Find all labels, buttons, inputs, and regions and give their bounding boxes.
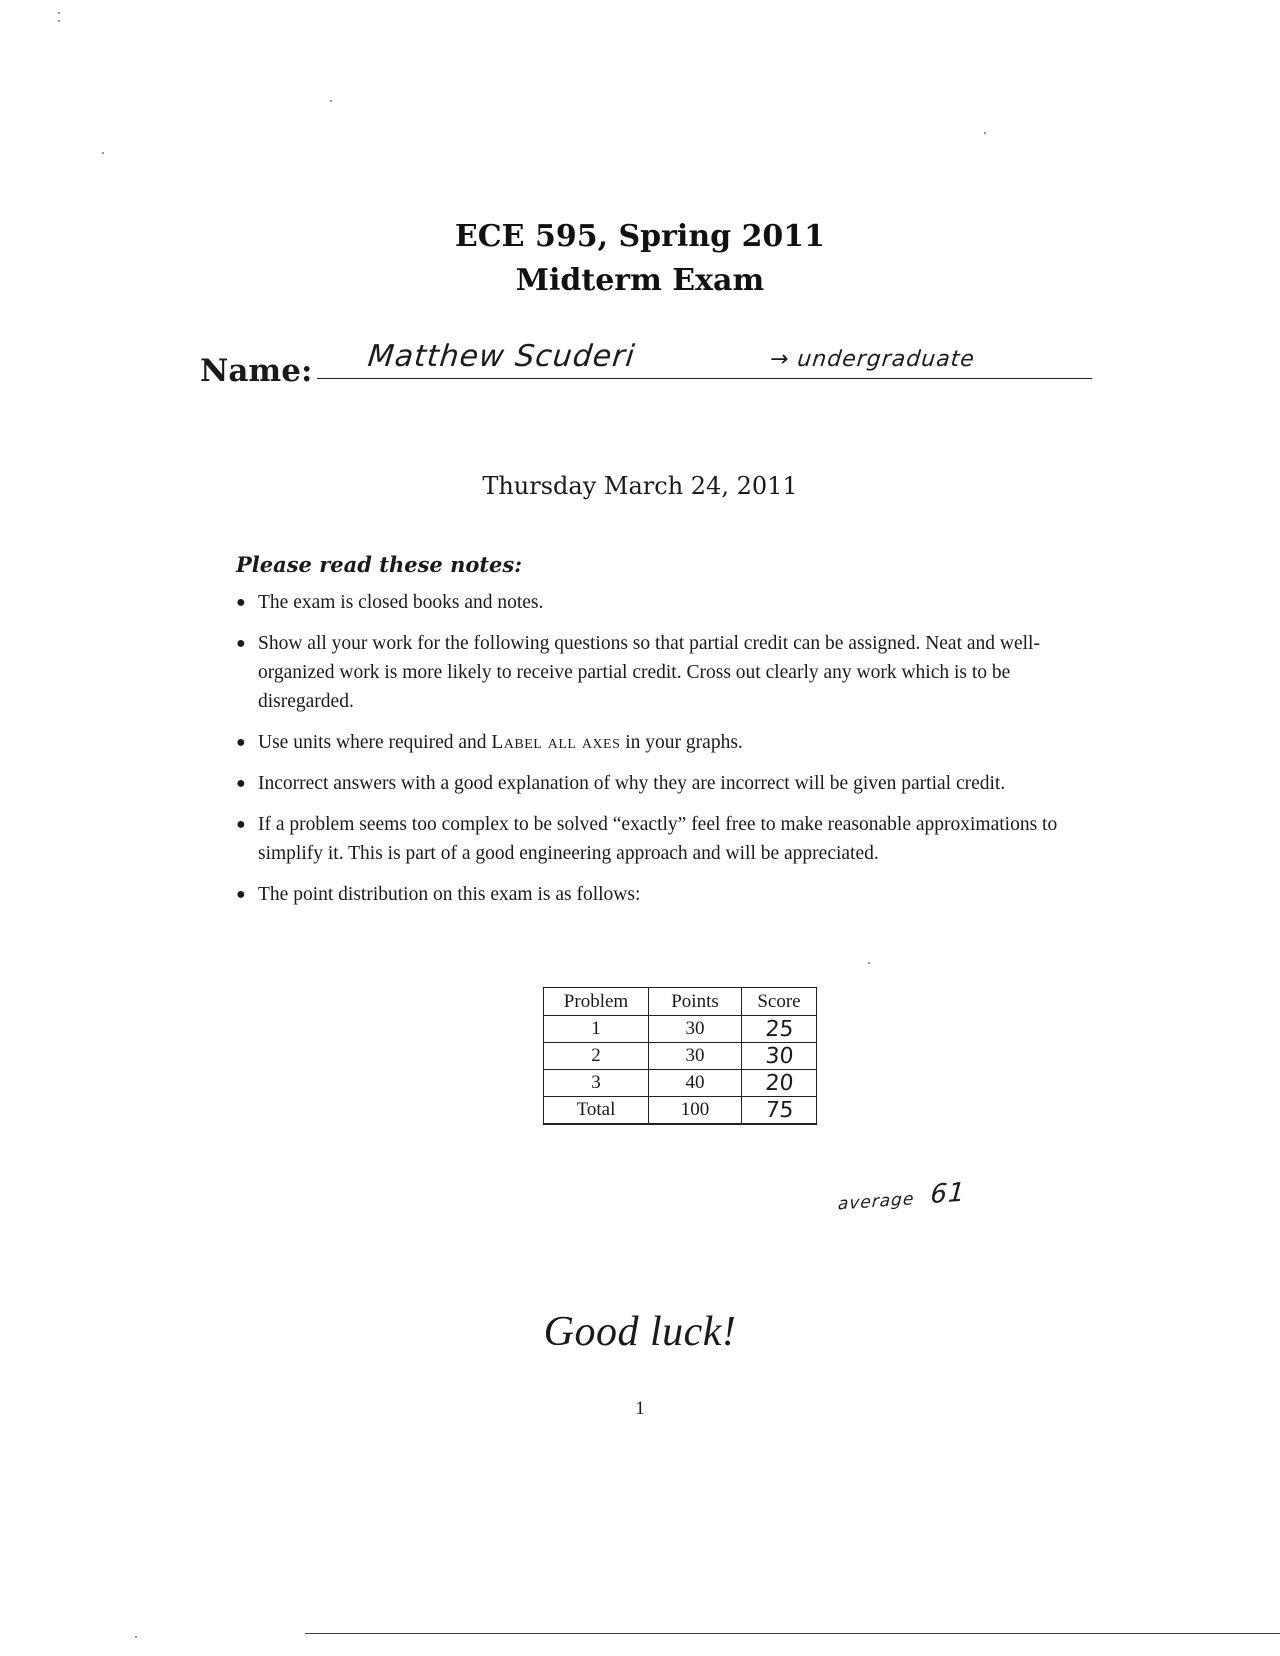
bullet-icon: ● <box>236 775 246 792</box>
table-row <box>544 1043 817 1070</box>
header-points: Points <box>649 988 742 1016</box>
average-note <box>837 1177 966 1216</box>
scan-speck <box>135 1636 137 1638</box>
note-text: The exam is closed books and notes. <box>258 592 544 613</box>
points-cell: 40 <box>649 1070 742 1097</box>
name-underline <box>317 378 1092 379</box>
problem-cell: 2 <box>544 1043 649 1070</box>
list-item <box>236 588 1096 617</box>
bullet-icon: ● <box>236 635 246 652</box>
point-distribution-table <box>543 987 817 1125</box>
average-label: average <box>837 1189 916 1215</box>
problem-cell: 3 <box>544 1070 649 1097</box>
table-total-row <box>544 1097 817 1125</box>
name-label: Name: <box>200 353 313 389</box>
scan-edge-line <box>305 1633 1280 1634</box>
closing-message: Good luck! <box>543 1309 737 1355</box>
bullet-icon: ● <box>236 816 246 833</box>
note-text: If a problem seems too complex to be solved “exactly” feel free to make reasonable approximations to simplify it. This is part of a good engineering approach and will be appreciated. <box>258 814 1058 864</box>
table-row <box>544 1016 817 1043</box>
bullet-icon: ● <box>236 734 246 751</box>
header-problem: Problem <box>544 988 649 1016</box>
total-points-cell: 100 <box>649 1097 742 1125</box>
problem-cell: 1 <box>544 1016 649 1043</box>
note-text-after: in your graphs. <box>620 732 743 753</box>
scan-speck <box>330 100 332 102</box>
bullet-icon: ● <box>236 886 246 903</box>
score-cell: 20 <box>741 1070 818 1097</box>
exam-title <box>0 215 1280 303</box>
score-cell: 30 <box>741 1043 818 1070</box>
list-item <box>236 880 1096 909</box>
scan-speck <box>984 132 986 134</box>
total-score-cell: 75 <box>741 1097 818 1125</box>
list-item <box>236 728 1096 757</box>
notes-heading: Please read these notes: <box>236 552 522 577</box>
total-label-cell: Total <box>544 1097 649 1125</box>
note-text: The point distribution on this exam is as follows: <box>258 884 641 905</box>
header-score: Score <box>742 988 817 1016</box>
handwritten-status-note: → undergraduate <box>768 347 977 372</box>
note-text-emphasis: Label all axes <box>491 732 621 753</box>
score-cell: 25 <box>741 1016 818 1043</box>
handwritten-name: Matthew Scuderi <box>366 339 637 374</box>
list-item <box>236 629 1096 716</box>
scan-speck <box>868 962 870 964</box>
scan-speck <box>58 12 60 14</box>
table-header-row <box>544 988 817 1016</box>
points-cell: 30 <box>649 1016 742 1043</box>
table-row <box>544 1070 817 1097</box>
note-text: Show all your work for the following questions so that partial credit can be assigned. Neat and well-organized work is more likely to receive partial credit. Cross out clearly any work which is to be disregarded. <box>258 633 1040 712</box>
course-title: ECE 595, Spring 2011 <box>454 219 826 254</box>
list-item <box>236 769 1096 798</box>
average-value: 61 <box>929 1177 967 1211</box>
page-number: 1 <box>635 1398 645 1419</box>
notes-list <box>236 588 1096 921</box>
exam-date: Thursday March 24, 2011 <box>482 472 798 500</box>
exam-subtitle: Midterm Exam <box>515 263 765 298</box>
list-item <box>236 810 1096 868</box>
note-text: Incorrect answers with a good explanation of why they are incorrect will be given partial credit. <box>258 773 1006 794</box>
scan-speck <box>58 20 60 22</box>
points-cell: 30 <box>649 1043 742 1070</box>
scan-speck <box>102 152 104 154</box>
bullet-icon: ● <box>236 594 246 611</box>
note-text-before: Use units where required and <box>258 732 492 753</box>
name-field <box>200 339 1100 395</box>
